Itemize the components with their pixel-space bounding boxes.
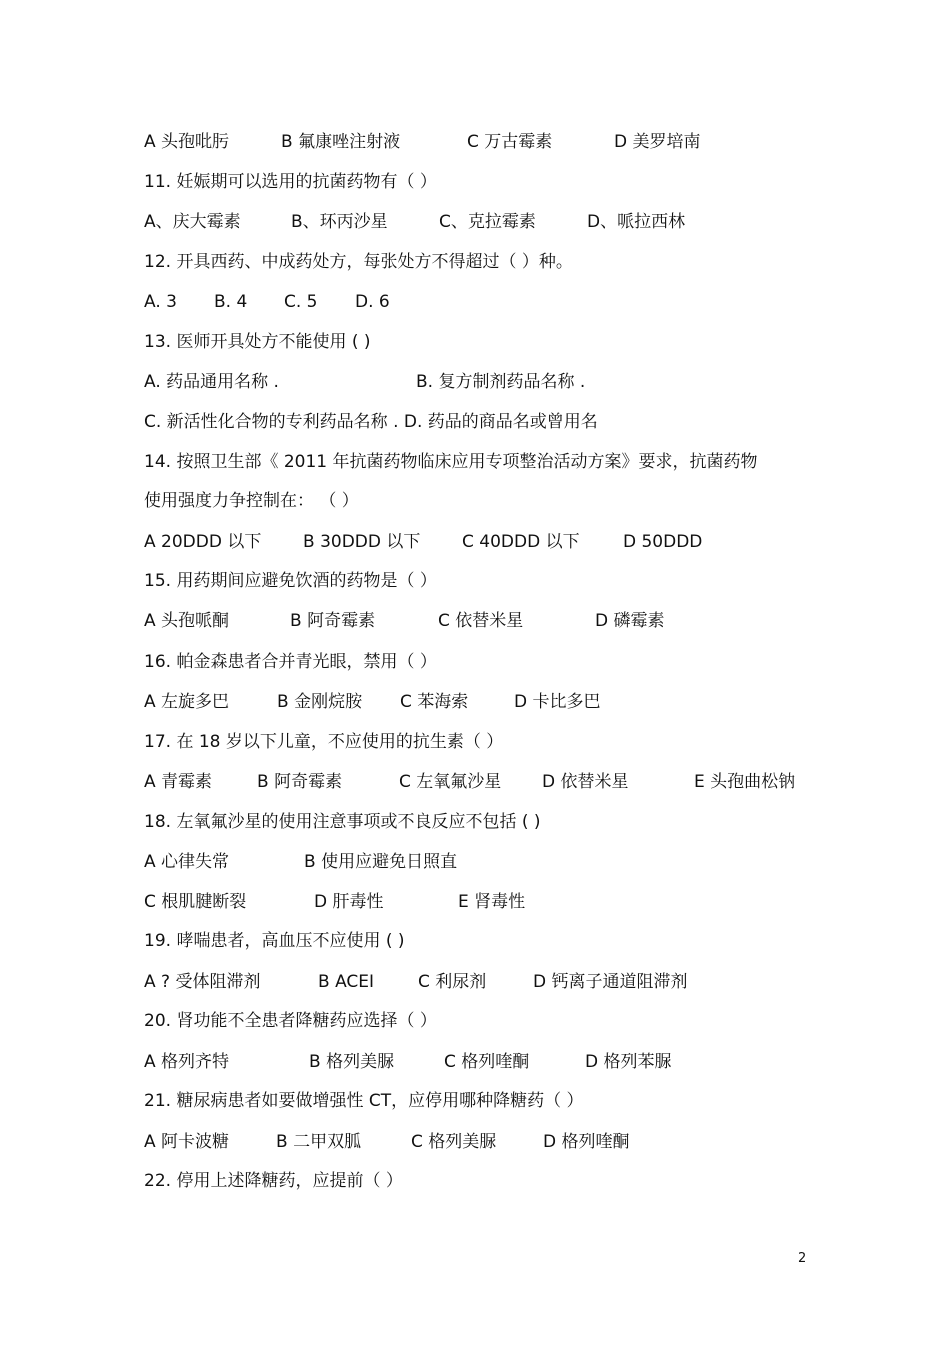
option-e: E 肾毒性 [458, 892, 526, 912]
option-d: D 美罗培南 [614, 132, 701, 152]
option-b: B、环丙沙星 [291, 212, 388, 232]
question-12: 12. 开具西药、中成药处方，每张处方不得超过（ ）种。 [144, 252, 573, 272]
option-d: D 依替米星 [542, 772, 629, 792]
option-a: A ? 受体阻滞剂 [144, 972, 261, 992]
question-17: 17. 在 18 岁以下儿童，不应使用的抗生素（ ） [144, 732, 504, 752]
option-c: C 苯海索 [400, 692, 469, 712]
question-14-cont: 使用强度力争控制在： （ ） [144, 491, 359, 511]
option-d: D. 6 [355, 292, 390, 312]
question-21: 21. 糖尿病患者如要做增强性 CT，应停用哪种降糖药（ ） [144, 1091, 584, 1111]
option-c: C 格列美脲 [411, 1132, 497, 1152]
option-b: B ACEI [318, 972, 375, 992]
option-b: B. 复方制剂药品名称 . [416, 372, 586, 392]
option-c: C. 5 [284, 292, 318, 312]
option-d: D 格列喹酮 [543, 1132, 630, 1152]
option-b: B. 4 [214, 292, 248, 312]
option-a: A 格列齐特 [144, 1052, 230, 1072]
option-c: C 利尿剂 [418, 972, 487, 992]
option-c: C 万古霉素 [467, 132, 553, 152]
option-b: B 格列美脲 [309, 1052, 395, 1072]
option-c: C 根肌腱断裂 [144, 892, 247, 912]
option-b: B 阿奇霉素 [290, 611, 376, 631]
option-d: D 卡比多巴 [514, 692, 601, 712]
question-19: 19. 哮喘患者，高血压不应使用 ( ) [144, 931, 405, 951]
option-c: C 格列喹酮 [444, 1052, 530, 1072]
question-15: 15. 用药期间应避免饮酒的药物是（ ） [144, 571, 437, 591]
question-20: 20. 肾功能不全患者降糖药应选择（ ） [144, 1011, 437, 1031]
option-a: A. 3 [144, 292, 177, 312]
option-b: B 30DDD 以下 [303, 532, 421, 552]
option-a: A 头孢吡肟 [144, 132, 230, 152]
option-d: D 磷霉素 [595, 611, 665, 631]
option-a: A、庆大霉素 [144, 212, 241, 232]
page-number: 2 [798, 1251, 807, 1266]
question-22: 22. 停用上述降糖药，应提前（ ） [144, 1171, 403, 1191]
option-e: E 头孢曲松钠 [694, 772, 796, 792]
option-a: A 头孢哌酮 [144, 611, 230, 631]
option-b: B 金刚烷胺 [277, 692, 363, 712]
option-b: B 阿奇霉素 [257, 772, 343, 792]
option-c: C 左氧氟沙星 [399, 772, 502, 792]
question-11: 11. 妊娠期可以选用的抗菌药物有（ ） [144, 172, 437, 192]
option-c: C、克拉霉素 [439, 212, 536, 232]
question-13: 13. 医师开具处方不能使用 ( ) [144, 332, 371, 352]
options-c-d: C. 新活性化合物的专利药品名称 . D. 药品的商品名或曾用名 [144, 412, 598, 432]
option-d: D 格列苯脲 [585, 1052, 672, 1072]
option-d: D、哌拉西林 [587, 212, 686, 232]
option-a: A 青霉素 [144, 772, 213, 792]
option-a: A 20DDD 以下 [144, 532, 262, 552]
option-a: A. 药品通用名称 . [144, 372, 279, 392]
option-d: D 钙离子通道阻滞剂 [533, 972, 688, 992]
option-b: B 氟康唑注射液 [281, 132, 401, 152]
question-18: 18. 左氧氟沙星的使用注意事项或不良反应不包括 ( ) [144, 812, 541, 832]
option-a: A 阿卡波糖 [144, 1132, 230, 1152]
option-b: B 使用应避免日照直 [304, 852, 458, 872]
question-14: 14. 按照卫生部《 2011 年抗菌药物临床应用专项整治活动方案》要求，抗菌药物 [144, 452, 758, 472]
option-d: D 肝毒性 [314, 892, 384, 912]
option-d: D 50DDD [623, 532, 703, 552]
option-b: B 二甲双胍 [276, 1132, 362, 1152]
option-a: A 心律失常 [144, 852, 230, 872]
option-c: C 40DDD 以下 [462, 532, 580, 552]
option-c: C 依替米星 [438, 611, 524, 631]
question-16: 16. 帕金森患者合并青光眼，禁用（ ） [144, 652, 437, 672]
option-a: A 左旋多巴 [144, 692, 230, 712]
